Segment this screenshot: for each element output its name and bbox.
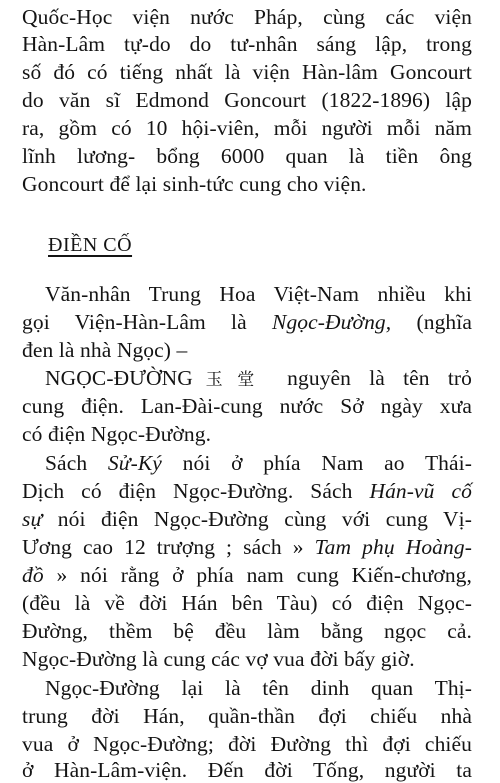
paragraph3-term: NGỌC-ĐƯỜNG: [45, 366, 193, 390]
paragraph4-line-6: (đều là về đời Hán bên Tàu) có điện Ngọc-: [22, 591, 472, 615]
paragraph4-line-3-italic: sự: [22, 507, 43, 531]
paragraph4-line-1-text: Sách: [45, 451, 108, 475]
paragraph2-line-2: [22, 309, 472, 335]
paragraph3-line-1: [45, 365, 472, 393]
paragraph5-line-1: Ngọc-Đường lại là tên dinh quan Thị-: [45, 676, 472, 700]
paragraph2-line-3: đen là nhà Ngọc) –: [22, 338, 188, 362]
paragraph1-line-5: ra, gồm có 10 hội-viên, mỗi người mỗi năm: [22, 116, 472, 140]
paragraph1-line-3: số đó có tiếng nhất là viện Hàn-lâm Goncourt: [22, 60, 472, 84]
paragraph1-line-6: lĩnh lương- bổng 6000 quan là tiền ông: [22, 144, 472, 168]
paragraph4-line-8: Ngọc-Đường là cung các vợ vua đời bấy giờ.: [22, 647, 415, 671]
paragraph4-line-3-text: nói điện Ngọc-Đường cùng với cung Vị-: [42, 507, 472, 531]
paragraph4-line-1: [45, 450, 472, 476]
paragraph4-line-1-italic: Sử-Ký: [107, 451, 162, 475]
paragraph5-line-4: ở Hàn-Lâm-viện. Đến đời Tống, người ta: [22, 758, 472, 782]
paragraph2-line-2-tail: (nghĩa: [391, 310, 472, 334]
paragraph3-line-1-tail: nguyên là tên trỏ: [268, 366, 473, 390]
paragraph4-line-4-text: Ương cao 12 trượng ; sách »: [22, 535, 315, 559]
section-heading: ĐIỀN CỐ: [48, 234, 133, 256]
paragraph2-line-1: Văn-nhân Trung Hoa Việt-Nam nhiều khi: [45, 282, 472, 306]
paragraph1-line-2: Hàn-Lâm tự-do do tư-nhân sáng lập, trong: [22, 32, 472, 56]
paragraph4-line-5: [22, 562, 472, 588]
paragraph2-line-2-italic: Ngọc-Đường,: [272, 310, 392, 334]
paragraph4-line-4-italic: Tam phụ Hoàng-: [314, 535, 472, 559]
paragraph4-line-2-italic: Hán-vũ cố: [369, 479, 473, 503]
paragraph4-line-7: Đường, thềm bệ đều làm bằng ngọc cả.: [22, 619, 472, 643]
paragraph4-line-2: [22, 478, 472, 504]
paragraph4-line-1-tail: nói ở phía Nam ao Thái-: [161, 451, 472, 475]
paragraph4-line-2-text: Dịch có điện Ngọc-Đường. Sách: [22, 479, 370, 503]
paragraph5-line-3: vua ở Ngọc-Đường; đời Đường thì đợi chiếu: [22, 732, 472, 756]
paragraph4-line-3: [22, 506, 472, 532]
paragraph1-line-7: Goncourt để lại sinh-tức cung cho viện.: [22, 172, 367, 196]
paragraph4-line-4: [22, 534, 472, 560]
paragraph3-line-3: có điện Ngọc-Đường.: [22, 422, 212, 446]
paragraph3-line-2: cung điện. Lan-Đài-cung nước Sở ngày xưa: [22, 394, 472, 418]
paragraph1-line-4: do văn sĩ Edmond Goncourt (1822-1896) lập: [22, 88, 472, 112]
paragraph5-line-2: trung đời Hán, quần-thần đợi chiếu nhà: [22, 704, 472, 728]
paragraph4-line-5-italic: đồ: [22, 563, 44, 587]
chinese-characters: 玉堂: [192, 370, 269, 390]
paragraph2-line-2-text: gọi Viện-Hàn-Lâm là: [22, 310, 272, 334]
paragraph4-line-5-text: » nói rằng ở phía nam cung Kiến-chương,: [43, 563, 472, 587]
paragraph1-line-1: Quốc-Học viện nước Pháp, cùng các viện: [22, 5, 472, 29]
